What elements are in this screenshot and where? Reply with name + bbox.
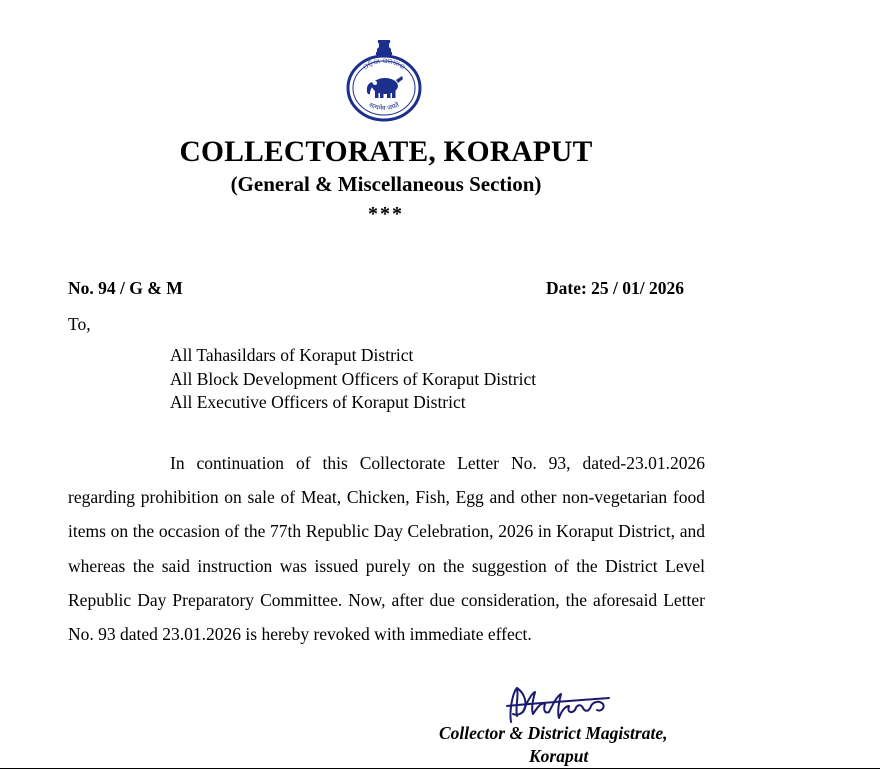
office-title: COLLECTORATE, KORAPUT [179,136,593,168]
recipient-list [170,344,536,415]
svg-text:ଓଡ଼ିଶା ସରକାର: ଓଡ଼ିଶା ସରକାର [361,56,407,72]
letterhead [168,134,604,224]
signatory-place: Koraput [529,746,589,766]
to-label: To, [68,314,91,334]
recipient-item: All Tahasildars of Koraput District [170,345,414,365]
letter-number: No. 94 / G & M [68,278,183,298]
recipient-item: All Block Development Officers of Koraput District [170,368,537,389]
letter-body: In continuation of this Collectorate Letter No. 93, dated-23.01.2026 regarding prohibition on sale of Meat, Chicken, Fish, Egg and other non-vegetarian food items on the occasion of the 77th Republic Day Celebration, 2026 in Koraput District, and whereas the said instruction was issued purely on the suggestion of the District Level Republic Day Preparatory Committee. Now, after due consideration, the aforesaid Letter No. 93 dated 23.01.2026 is hereby revoked with immediate effect. [68,453,705,645]
section-subtitle: (General & Miscellaneous Section) [230,172,542,196]
signatory-designation: Collector & District Magistrate, [439,723,668,743]
signatory-block [439,722,667,768]
recipient-item: All Executive Officers of Koraput District [170,392,466,412]
page-bottom-rule [0,768,880,769]
svg-text:सत्यमेव जयते: सत्यमेव जयते [367,100,401,113]
separator-stars: *** [368,203,404,225]
letter-date: Date: 25 / 01/ 2026 [546,278,685,298]
state-emblem-icon [344,38,424,124]
